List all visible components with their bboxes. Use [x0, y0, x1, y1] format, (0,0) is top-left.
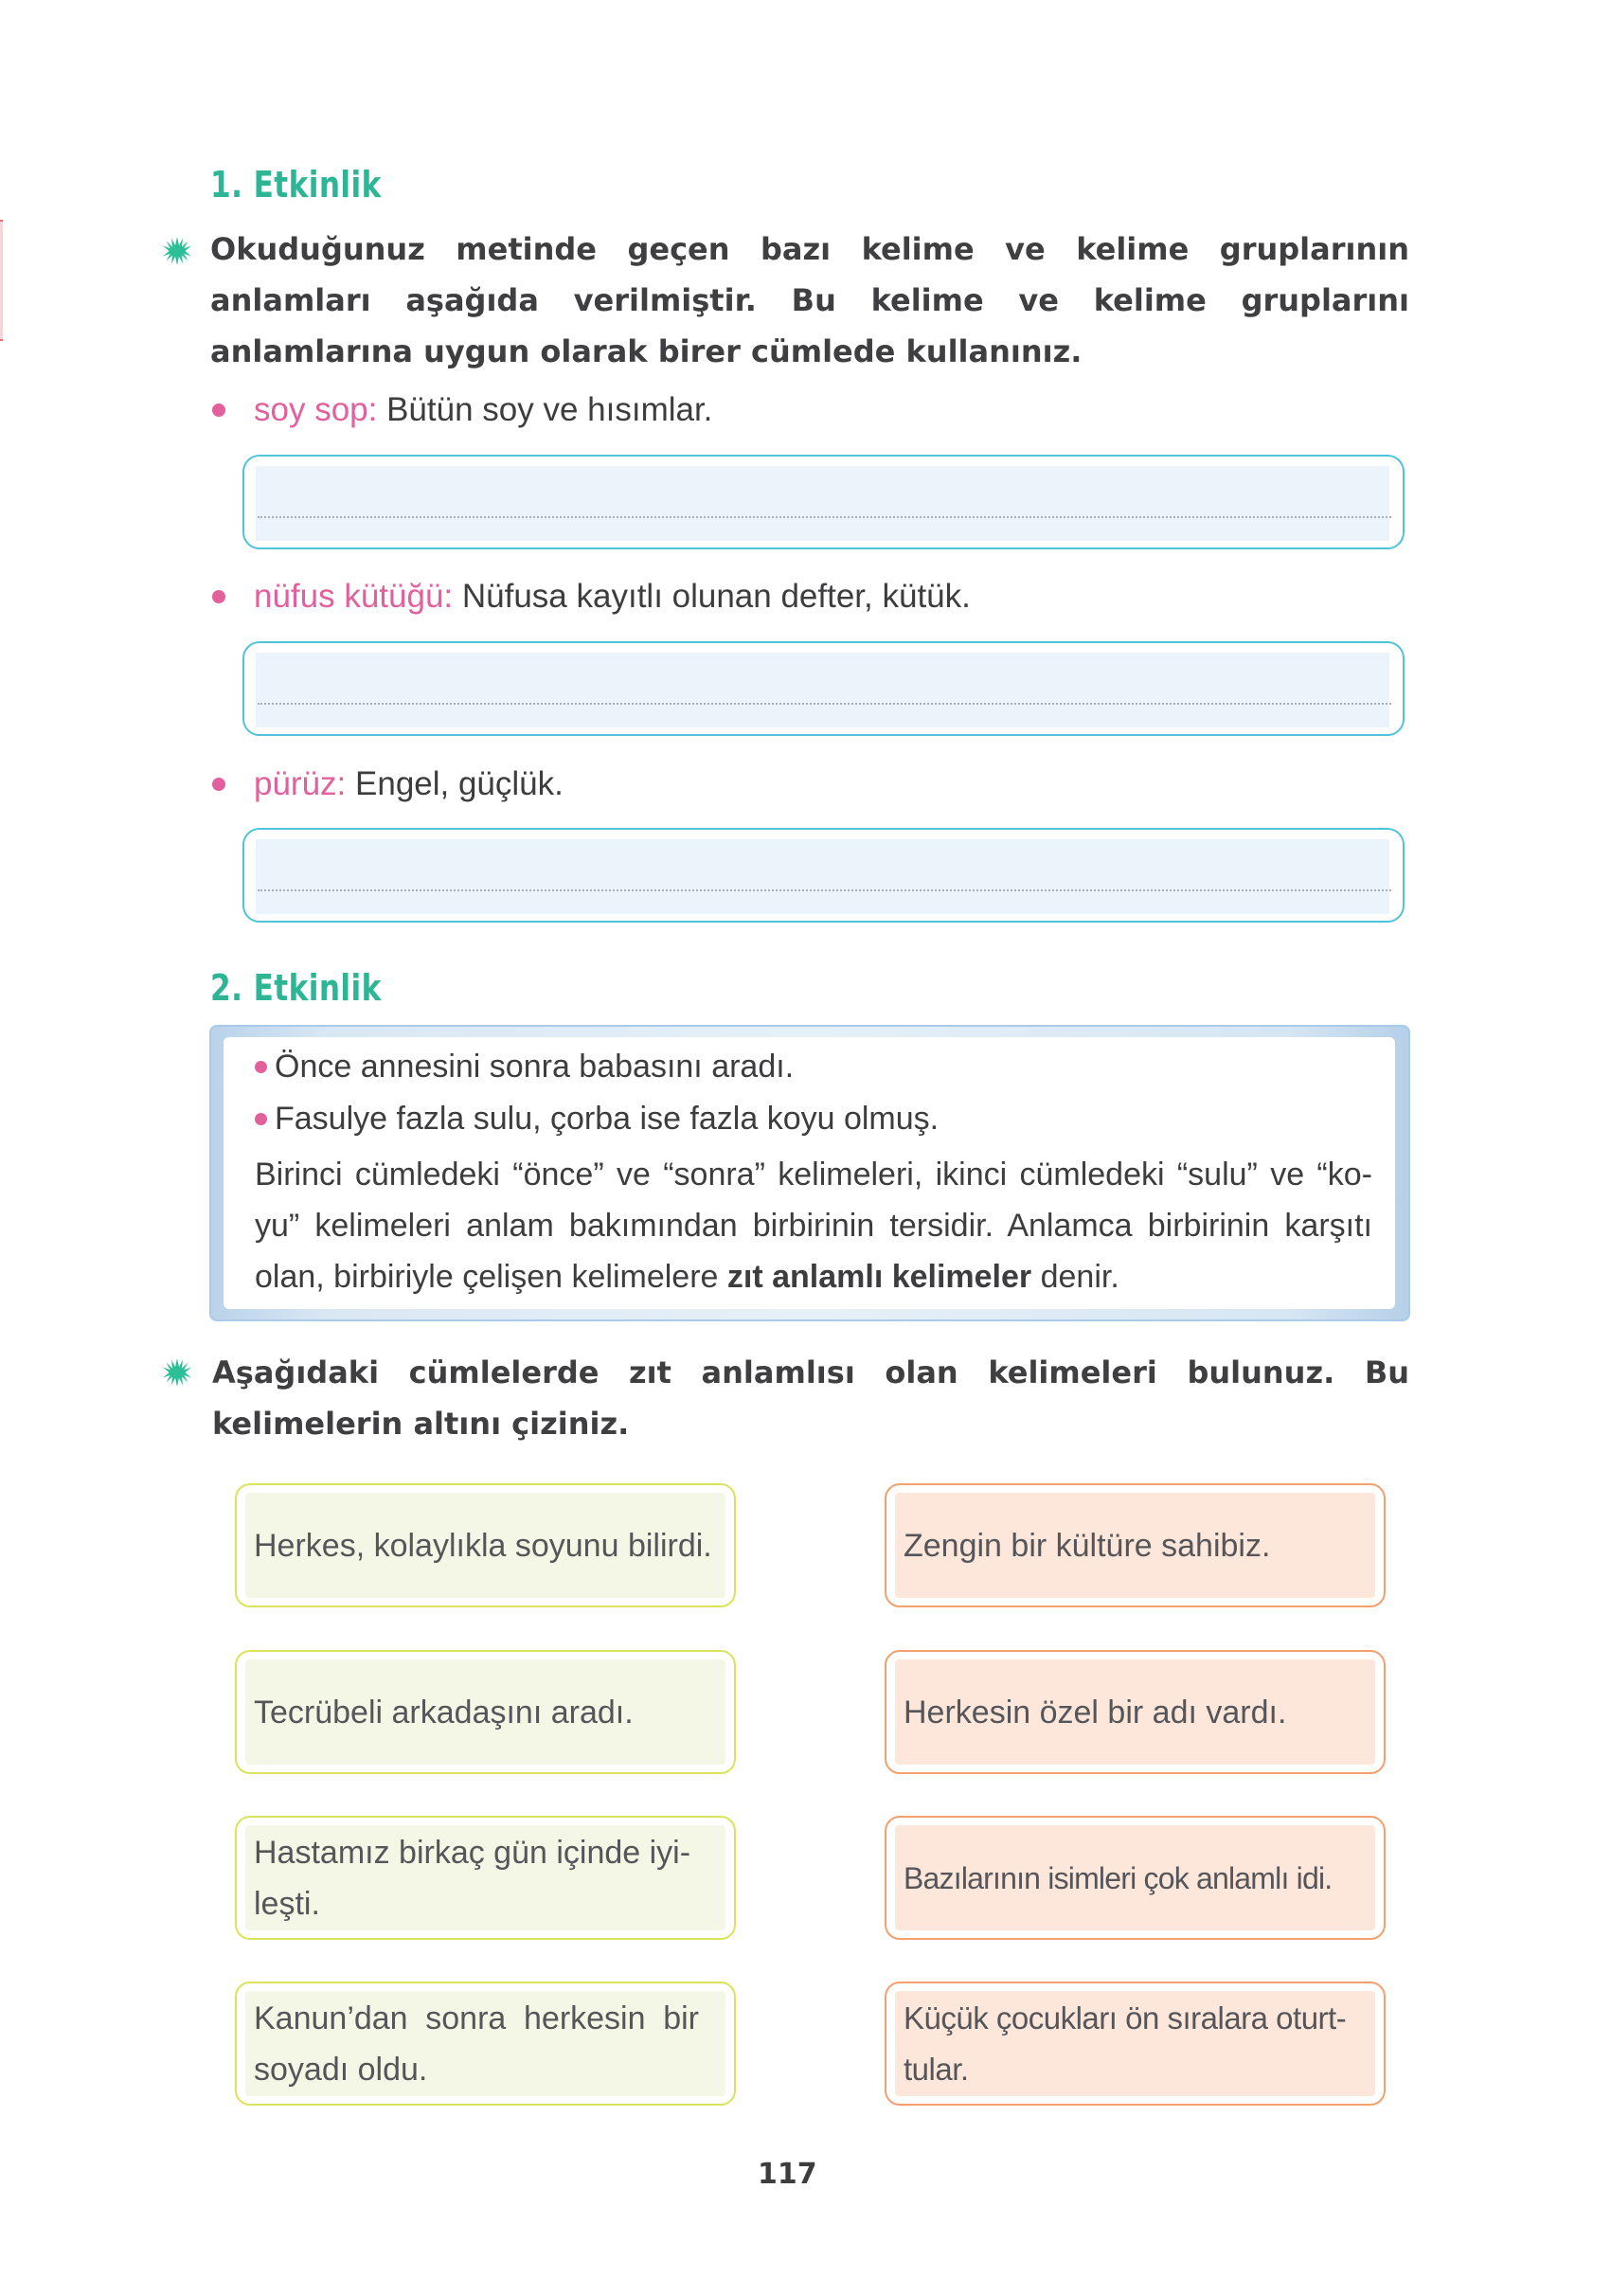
sentence-box-right[interactable]	[885, 1816, 1386, 1940]
definition-term: nüfus kütüğü:	[254, 578, 454, 615]
dotted-writing-line[interactable]	[258, 703, 1391, 705]
page-number: 117	[758, 2158, 817, 2191]
answer-box[interactable]	[242, 828, 1405, 923]
sentence-box-left[interactable]	[235, 1650, 736, 1774]
sentence-box-right[interactable]	[885, 1483, 1386, 1607]
info-box	[209, 1025, 1410, 1321]
sentence-text[interactable]: Bazılarının isimleri çok anlamlı idi.	[904, 1860, 1333, 1895]
sentence-box-right[interactable]	[885, 1650, 1386, 1774]
definition-item	[212, 388, 712, 432]
sentence-box-left[interactable]	[235, 1982, 736, 2106]
sentence-text[interactable]: Herkesin özel bir adı vardı.	[904, 1694, 1287, 1731]
bullet-icon	[212, 590, 225, 603]
example-sentence: Fasulye fazla sulu, çorba ise fazla koyu olmuş.	[255, 1097, 939, 1140]
definition-meaning: Nüfusa kayıtlı olunan defter, kütük.	[453, 578, 971, 615]
info-box-content	[224, 1037, 1395, 1309]
definition-item	[212, 762, 564, 806]
sentence-box-left[interactable]	[235, 1483, 736, 1607]
dotted-writing-line[interactable]	[258, 889, 1391, 891]
sentence-text[interactable]: Zengin bir kültüre sahibiz.	[904, 1527, 1271, 1564]
activity-1-instruction: Okuduğunuz metinde geçen bazı kelime ve kelime gruplarının anlamları aşağıda verilmiştir. Bu kelime ve kelime gruplarını anlamlarına uygun olarak birer cümlede kullanınız.	[210, 231, 1409, 369]
bullet-icon	[212, 404, 225, 417]
definition-meaning: Bütün soy ve hısımlar.	[377, 391, 713, 428]
answer-area[interactable]	[256, 653, 1389, 727]
sentence-text[interactable]: Tecrübeli arkadaşını aradı.	[254, 1694, 634, 1731]
activity-1-heading: 1. Etkinlik	[210, 164, 382, 206]
key-term: zıt anlamlı kelimeler	[726, 1259, 1032, 1295]
definition-term: soy sop:	[254, 391, 378, 428]
activity-2-instruction: Aşağıdaki cümlelerde zıt anlamlısı olan kelimeleri bulunuz. Bu kelimelerin altını çiziniz.	[212, 1354, 1409, 1442]
bullet-icon	[212, 778, 225, 791]
answer-box[interactable]	[242, 641, 1405, 736]
definition-term: pürüz:	[254, 765, 347, 802]
bullet-icon	[255, 1113, 267, 1125]
definition-item	[212, 575, 971, 619]
answer-box[interactable]	[242, 455, 1405, 549]
starburst-icon	[163, 1358, 191, 1387]
answer-area[interactable]	[256, 839, 1389, 914]
sentence-box-right[interactable]	[885, 1982, 1386, 2106]
bullet-icon	[255, 1061, 267, 1073]
sentence-text[interactable]: Kanun’dan sonra herkesin bir soyadı oldu.	[254, 2000, 699, 2088]
starburst-icon	[163, 237, 191, 265]
sentence-text[interactable]: Herkes, kolaylıkla soyunu bilirdi.	[254, 1527, 712, 1564]
dotted-writing-line[interactable]	[258, 516, 1391, 518]
page-edge-mark	[0, 220, 3, 341]
answer-area[interactable]	[256, 466, 1389, 541]
explanation-paragraph: Birinci cümledeki “önce” ve “sonra” kelimeleri, ikinci cümledeki “sulu” ve “ko-yu” kelimeleri anlam bakımından birbirinin tersidir. Anlamca birbirinin karşıtı olan, birbiriyle çelişen kelimelere zıt anlamlı kelimeler denir.	[255, 1157, 1372, 1295]
example-sentence: Önce annesini sonra babasını aradı.	[255, 1045, 794, 1088]
definition-meaning: Engel, güçlük.	[346, 765, 564, 802]
sentence-text[interactable]: Küçük çocukları ön sıralara oturt-tular.	[904, 2000, 1347, 2087]
activity-2-heading: 2. Etkinlik	[210, 967, 382, 1009]
sentence-text[interactable]: Hastamız birkaç gün içinde iyi-leşti.	[254, 1834, 691, 1922]
sentence-box-left[interactable]	[235, 1816, 736, 1940]
